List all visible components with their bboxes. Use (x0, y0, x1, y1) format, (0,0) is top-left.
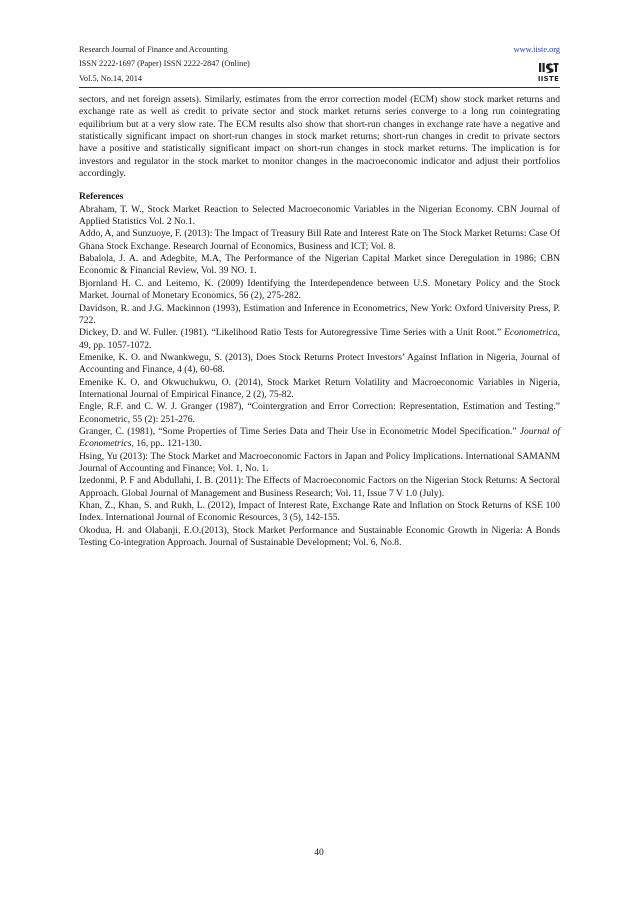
reference-text: 16, pp.. 121-130. (133, 438, 202, 450)
reference-item: Addo, A, and Sunzuoye, F. (2013): The Impact of Treasury Bill Rate and Interest Rate on The Stock Market Returns: Case Of Ghana Stock Exchange. Research Journal of Economics, Business and ICT; Vol. 8. (79, 228, 560, 252)
reference-journal: Econometrica, (504, 327, 560, 339)
reference-item: Izedonmi, P. F and Abdullahi, I. B. (2011): The Effects of Macroeconomic Factors on the Nigerian Stock Returns: A Sectoral Approach. Global Journal of Management and Business Research; Vol. 11, Issue 7 V 1.0 (July). (79, 475, 560, 499)
reference-item: Khan, Z., Khan, S. and Rukh, L. (2012), Impact of Interest Rate, Exchange Rate and Inflation on Stock Returns of KSE 100 Index. International Journal of Economic Resources, 3 (5), 142-155. (79, 500, 560, 524)
issn-line: ISSN 2222-1697 (Paper) ISSN 2222-2847 (Online) (79, 59, 250, 69)
reference-item: Davidson, R. and J.G. Mackinnon (1993), Estimation and Inference in Econometrics, New York: Oxford University Press, P. 722. (79, 302, 560, 326)
references-heading: References (79, 191, 124, 203)
reference-item: Bjornland H. C. and Leitemo, K. (2009) Identifying the Interdependence between U.S. Monetary Policy and the Stock Market. Journal of Monetary Economics, 56 (2), 275-282. (79, 277, 560, 302)
reference-item (79, 426, 560, 451)
reference-item: Okodua, H. and Olabanji, E.O.(2013), Stock Market Performance and Sustainable Economic Growth in Nigeria: A Bonds Testing Co-integration Approach. Journal of Sustainable Development; Vol. 6, No.8. (79, 524, 560, 549)
journal-url-link[interactable]: www.iiste.org (513, 45, 560, 54)
reference-item (79, 327, 560, 352)
volume-line: Vol.5, No.14, 2014 (79, 73, 142, 83)
reference-item: Emenike, K. O. and Nwankwegu, S. (2013), Does Stock Returns Protect Investors’ Against Inflation in Nigeria, Journal of Accounting and Finance, 4 (4), 60-68. (79, 351, 560, 376)
reference-list (79, 204, 560, 550)
iiste-logo (537, 60, 560, 84)
reference-item: Babalola, J. A. and Adegbite, M.A, The Performance of the Nigerian Capital Market since Deregulation in 1986; CBN Economic & Financial Review, Vol. 39 NO. 1. (79, 253, 560, 277)
reference-item: Emenike K. O. and Okwuchukwu, O. (2014), Stock Market Return Volatility and Macroeconomic Variables in Nigeria, International Journal of Empirical Finance, 2 (2), 75-82. (79, 376, 560, 400)
journal-title: Research Journal of Finance and Accounting (79, 45, 228, 54)
reference-text: Granger, C. (1981), “Some Properties of Time Series Data and Their Use in Econometric Model Specification.” (79, 425, 520, 437)
reference-journal: Journal of Econometrics, (79, 425, 560, 450)
page-header (79, 43, 560, 93)
reference-text: 49, pp. 1057-1072. (79, 339, 152, 351)
page-number: 40 (314, 848, 324, 858)
reference-item: Hsing, Yu (2013): The Stock Market and Macroeconomic Factors in Japan and Policy Implications. International SAMANM Journal of Accounting and Finance; Vol. 1, No. 1. (79, 450, 560, 474)
page-body (79, 94, 560, 549)
conclusion-paragraph: sectors, and net foreign assets). Similarly, estimates from the error correction model (ECM) show stock market returns and exchange rate as well as credit to private sector and stock market returns series converge to a long run cointegrating equilibrium but at a very slow rate. The ECM results also show that short-run changes in exchange rate have a negative and statistically significant impact on short-run changes in stock market returns; short-run changes in credit to private sectors have a positive and statistically significant impact on short-run changes in stock market returns. The implication is for investors and regulator in the stock market to monitor changes in the macroeconomic indicator and adjust their portfolios accordingly. (79, 94, 560, 180)
reference-item: Engle, R.F. and C. W. J. Granger (1987), “Cointergration and Error Correction: Representation, Estimation and Testing.” Econometric, 55 (2): 251-276. (79, 401, 560, 425)
reference-item: Abraham, T. W., Stock Market Reaction to Selected Macroeconomic Variables in the Nigerian Economy. CBN Journal of Applied Statistics Vol. 2 No.1. (79, 203, 560, 228)
svg-text:IISTE: IISTE (537, 75, 560, 83)
reference-text: Dickey, D. and W. Fuller. (1981). “Likelihood Ratio Tests for Autoregressive Time Series with a Unit Root.” (79, 327, 505, 339)
header-rule (79, 87, 560, 88)
